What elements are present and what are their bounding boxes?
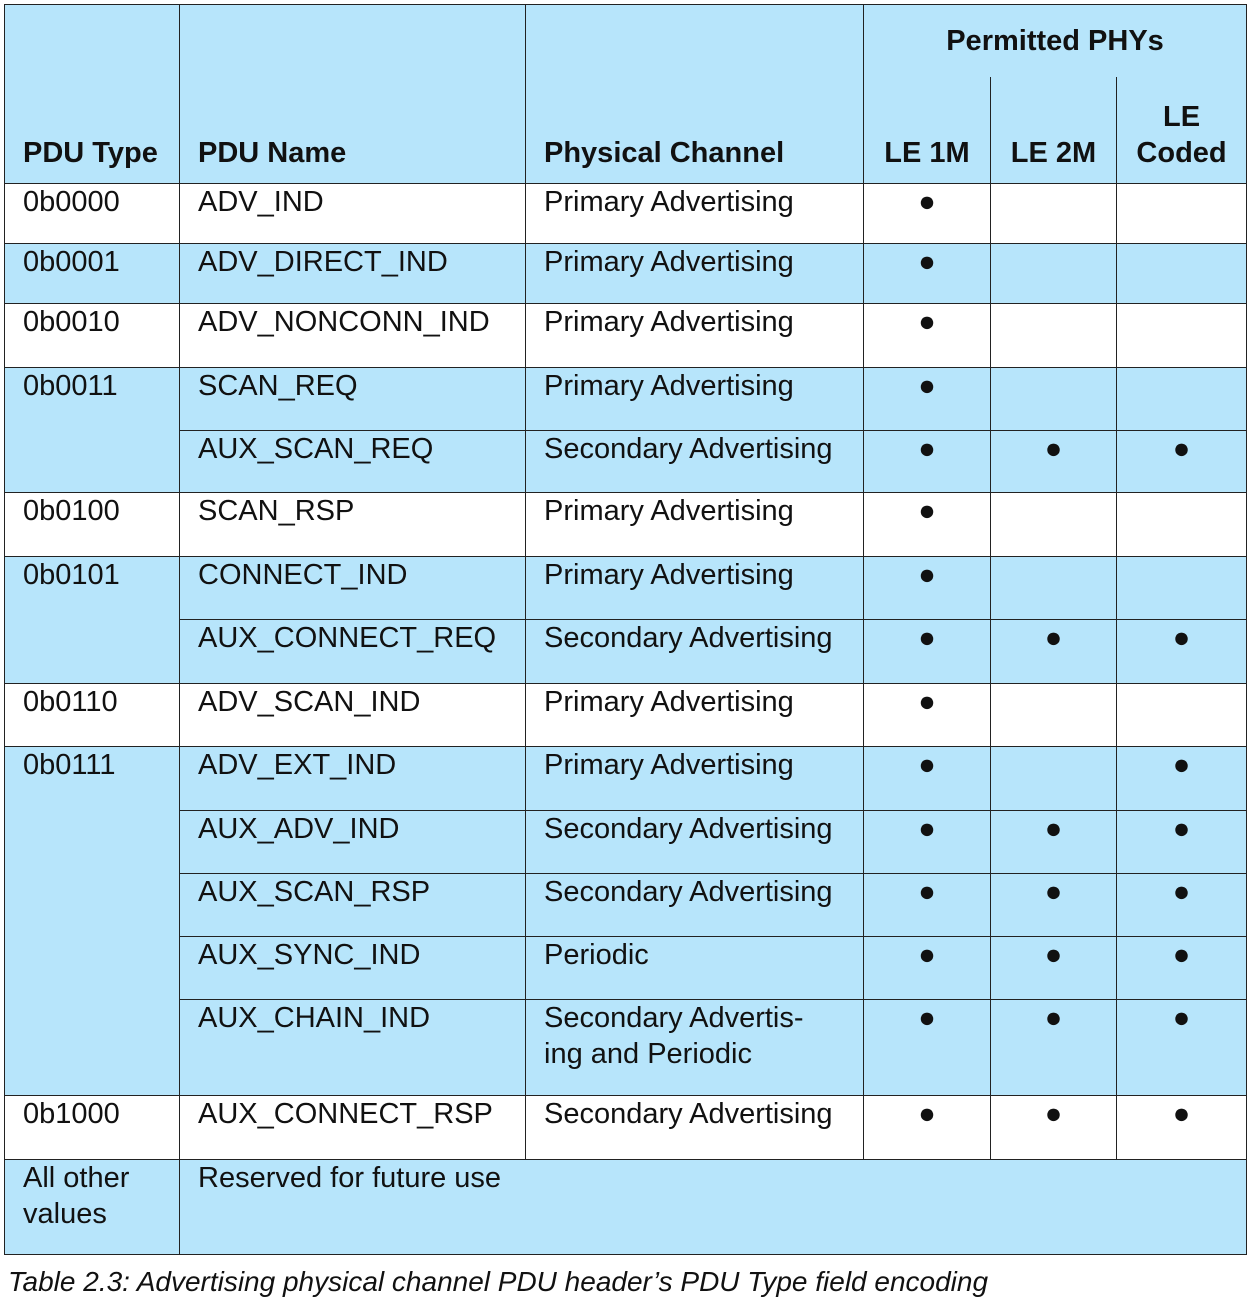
le-1m-dot: ● [864,874,991,937]
le-1m-dot: ● [864,811,991,874]
le-coded-empty [1117,493,1247,557]
le-coded-dot: ● [1117,874,1247,937]
pdu-name-cell: SCAN_REQ [180,368,526,431]
channel-cell: Primary Advertising [526,244,864,304]
channel-cell: Secondary Advertising [526,620,864,684]
le-coded-dot: ● [1117,811,1247,874]
table-row [5,1000,1247,1096]
le-coded-empty [1117,684,1247,747]
table-row [5,493,1247,557]
le-2m-empty [991,747,1117,811]
le-2m-empty [991,493,1117,557]
le-1m-dot: ● [864,937,991,1000]
pdu-name-cell: AUX_CONNECT_RSP [180,1096,526,1160]
channel-cell: Primary Advertising [526,184,864,244]
le-2m-empty [991,557,1117,620]
le-1m-dot: ● [864,1096,991,1160]
le-1m-dot: ● [864,1000,991,1096]
channel-cell: Secondary Advertising [526,1096,864,1160]
pdu-type-cell: 0b0110 [5,684,180,747]
header-pdu-name: PDU Name [180,5,526,184]
table-row [5,1096,1247,1160]
le-coded-dot: ● [1117,431,1247,493]
le-coded-dot: ● [1117,620,1247,684]
le-2m-dot: ● [991,431,1117,493]
table-row [5,244,1247,304]
table-row [5,304,1247,368]
le-coded-dot: ● [1117,937,1247,1000]
le-2m-empty [991,684,1117,747]
table-row [5,620,1247,684]
le-1m-dot: ● [864,493,991,557]
table-row [5,937,1247,1000]
channel-cell: Secondary Advertising [526,431,864,493]
le-2m-empty [991,368,1117,431]
header-le-1m: LE 1M [864,77,991,184]
le-coded-empty [1117,368,1247,431]
pdu-type-cell: 0b0000 [5,184,180,244]
header-le-2m: LE 2M [991,77,1117,184]
le-1m-dot: ● [864,747,991,811]
pdu-name-cell: AUX_ADV_IND [180,811,526,874]
channel-cell: Secondary Advertising [526,874,864,937]
le-coded-empty [1117,557,1247,620]
le-1m-dot: ● [864,431,991,493]
header-physical-channel: Physical Channel [526,5,864,184]
le-2m-empty [991,184,1117,244]
pdu-type-cell: 0b0011 [5,368,180,493]
channel-cell: Primary Advertising [526,368,864,431]
header-le-coded: LE Coded [1117,77,1247,184]
pdu-type-cell: All other values [5,1160,180,1255]
le-1m-dot: ● [864,620,991,684]
channel-cell: Periodic [526,937,864,1000]
pdu-name-cell: ADV_NONCONN_IND [180,304,526,368]
pdu-type-cell: 0b0111 [5,747,180,1096]
pdu-name-cell: SCAN_RSP [180,493,526,557]
pdu-type-cell: 0b0100 [5,493,180,557]
le-2m-dot: ● [991,1096,1117,1160]
channel-cell: Secondary Advertis- ing and Periodic [526,1000,864,1096]
pdu-type-cell: 0b0101 [5,557,180,684]
table-row [5,747,1247,811]
pdu-name-cell: AUX_SCAN_RSP [180,874,526,937]
pdu-name-cell: ADV_IND [180,184,526,244]
le-coded-empty [1117,244,1247,304]
le-1m-dot: ● [864,244,991,304]
pdu-type-table [4,4,1247,1255]
le-2m-empty [991,244,1117,304]
table-row [5,557,1247,620]
le-coded-dot: ● [1117,1096,1247,1160]
le-coded-dot: ● [1117,747,1247,811]
pdu-name-cell: ADV_SCAN_IND [180,684,526,747]
table-row [5,1160,1247,1255]
header-permitted-phys: Permitted PHYs [864,5,1247,77]
channel-cell: Primary Advertising [526,493,864,557]
pdu-name-cell: ADV_DIRECT_IND [180,244,526,304]
reserved-cell: Reserved for future use [180,1160,1247,1255]
pdu-type-cell: 0b1000 [5,1096,180,1160]
pdu-name-cell: AUX_CHAIN_IND [180,1000,526,1096]
le-2m-dot: ● [991,620,1117,684]
table-row [5,431,1247,493]
le-2m-dot: ● [991,937,1117,1000]
le-1m-dot: ● [864,304,991,368]
channel-cell: Secondary Advertising [526,811,864,874]
le-1m-dot: ● [864,684,991,747]
channel-cell: Primary Advertising [526,747,864,811]
le-2m-empty [991,304,1117,368]
channel-cell: Primary Advertising [526,684,864,747]
pdu-name-cell: AUX_SCAN_REQ [180,431,526,493]
pdu-name-cell: AUX_CONNECT_REQ [180,620,526,684]
pdu-name-cell: AUX_SYNC_IND [180,937,526,1000]
channel-cell: Primary Advertising [526,557,864,620]
table-row [5,874,1247,937]
le-coded-empty [1117,184,1247,244]
le-1m-dot: ● [864,557,991,620]
le-2m-dot: ● [991,811,1117,874]
le-2m-dot: ● [991,874,1117,937]
header-pdu-type: PDU Type [5,5,180,184]
le-1m-dot: ● [864,368,991,431]
pdu-name-cell: ADV_EXT_IND [180,747,526,811]
le-1m-dot: ● [864,184,991,244]
le-coded-dot: ● [1117,1000,1247,1096]
table-caption: Table 2.3: Advertising physical channel PDU header’s PDU Type field encoding [8,1266,989,1297]
le-coded-empty [1117,304,1247,368]
table-row [5,184,1247,244]
table-row [5,684,1247,747]
pdu-type-cell: 0b0010 [5,304,180,368]
pdu-type-cell: 0b0001 [5,244,180,304]
le-2m-dot: ● [991,1000,1117,1096]
channel-cell: Primary Advertising [526,304,864,368]
pdu-name-cell: CONNECT_IND [180,557,526,620]
table-row [5,811,1247,874]
table-row [5,368,1247,431]
